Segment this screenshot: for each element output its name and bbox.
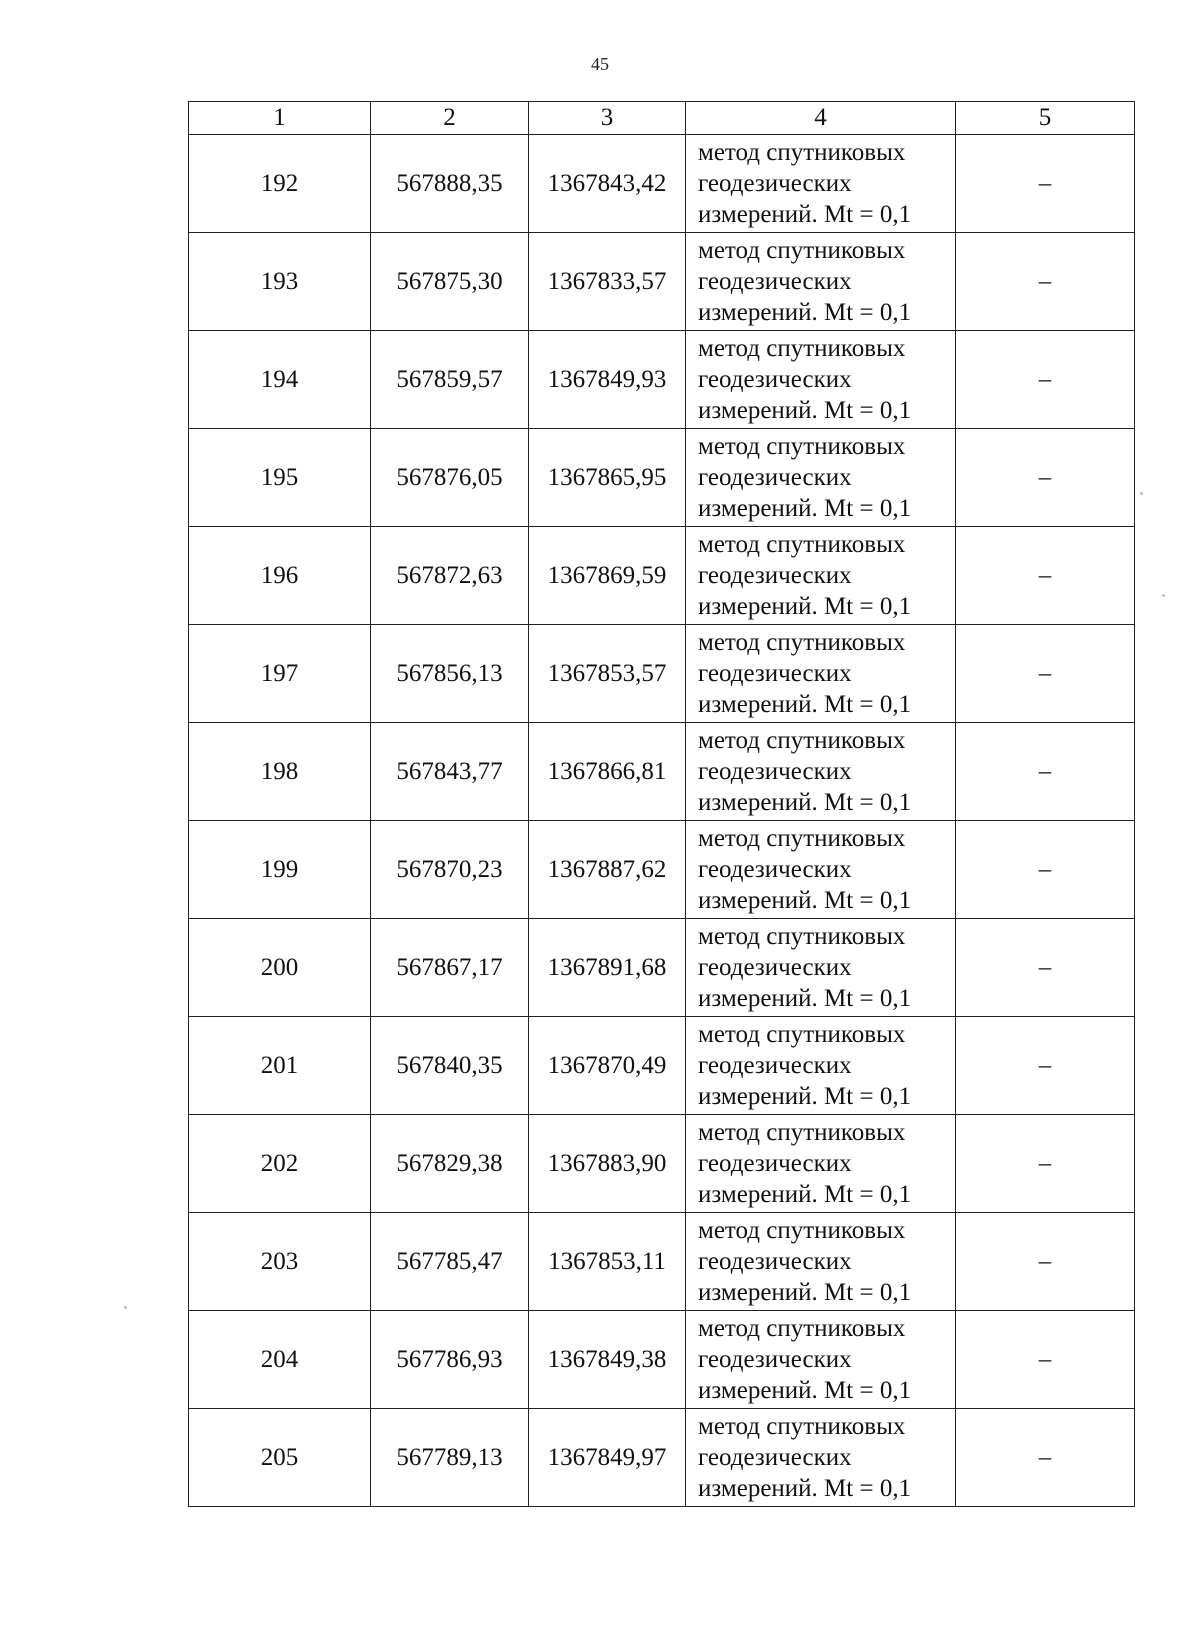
table-row [189, 625, 1135, 723]
description-cell: – [956, 429, 1135, 527]
description-cell: – [956, 135, 1135, 233]
description-cell: – [956, 919, 1135, 1017]
y-coordinate-cell: 1367853,11 [529, 1213, 686, 1311]
method-line-2: геодезических [698, 464, 852, 491]
description-cell: – [956, 1409, 1135, 1507]
method-cell [686, 821, 956, 919]
method-line-2: геодезических [698, 1052, 852, 1079]
table-row [189, 1409, 1135, 1507]
y-coordinate-cell: 1367853,57 [529, 625, 686, 723]
header-col-2: 2 [371, 102, 529, 135]
x-coordinate-cell: 567843,77 [371, 723, 529, 821]
method-line-2: геодезических [698, 268, 852, 295]
description-cell: – [956, 821, 1135, 919]
method-line-1: метод спутниковых [698, 531, 906, 558]
method-line-2: геодезических [698, 562, 852, 589]
point-number-cell: 200 [189, 919, 371, 1017]
method-line-1: метод спутниковых [698, 433, 906, 460]
table-row [189, 1213, 1135, 1311]
header-col-4: 4 [686, 102, 956, 135]
table-header-row [189, 102, 1135, 135]
method-line-3: измерений. Mt = 0,1 [698, 495, 912, 522]
method-cell [686, 1213, 956, 1311]
method-line-3: измерений. Mt = 0,1 [698, 1181, 912, 1208]
y-coordinate-cell: 1367849,97 [529, 1409, 686, 1507]
y-coordinate-cell: 1367843,42 [529, 135, 686, 233]
method-line-1: метод спутниковых [698, 335, 906, 362]
description-cell: – [956, 1311, 1135, 1409]
method-cell [686, 723, 956, 821]
method-line-3: измерений. Mt = 0,1 [698, 789, 912, 816]
method-line-1: метод спутниковых [698, 629, 906, 656]
method-line-3: измерений. Mt = 0,1 [698, 593, 912, 620]
method-line-3: измерений. Mt = 0,1 [698, 201, 912, 228]
table-row [189, 135, 1135, 233]
table-row [189, 723, 1135, 821]
x-coordinate-cell: 567785,47 [371, 1213, 529, 1311]
method-line-2: геодезических [698, 1150, 852, 1177]
method-line-1: метод спутниковых [698, 1315, 906, 1342]
point-number-cell: 194 [189, 331, 371, 429]
x-coordinate-cell: 567840,35 [371, 1017, 529, 1115]
table-row [189, 233, 1135, 331]
x-coordinate-cell: 567786,93 [371, 1311, 529, 1409]
point-number-cell: 204 [189, 1311, 371, 1409]
description-cell: – [956, 527, 1135, 625]
method-cell [686, 1115, 956, 1213]
point-number-cell: 202 [189, 1115, 371, 1213]
table-row [189, 1311, 1135, 1409]
method-line-3: измерений. Mt = 0,1 [698, 887, 912, 914]
table-row [189, 527, 1135, 625]
method-cell [686, 625, 956, 723]
method-cell [686, 1017, 956, 1115]
method-line-1: метод спутниковых [698, 825, 906, 852]
y-coordinate-cell: 1367849,38 [529, 1311, 686, 1409]
x-coordinate-cell: 567789,13 [371, 1409, 529, 1507]
method-line-1: метод спутниковых [698, 1119, 906, 1146]
x-coordinate-cell: 567888,35 [371, 135, 529, 233]
method-line-1: метод спутниковых [698, 237, 906, 264]
method-line-3: измерений. Mt = 0,1 [698, 1377, 912, 1404]
point-number-cell: 198 [189, 723, 371, 821]
description-cell: – [956, 1017, 1135, 1115]
table-row [189, 919, 1135, 1017]
page-number: 45 [591, 54, 609, 74]
method-line-3: измерений. Mt = 0,1 [698, 1083, 912, 1110]
method-line-2: геодезических [698, 170, 852, 197]
header-col-3: 3 [529, 102, 686, 135]
x-coordinate-cell: 567872,63 [371, 527, 529, 625]
method-line-1: метод спутниковых [698, 923, 906, 950]
y-coordinate-cell: 1367849,93 [529, 331, 686, 429]
point-number-cell: 196 [189, 527, 371, 625]
method-line-2: геодезических [698, 660, 852, 687]
method-line-1: метод спутниковых [698, 139, 906, 166]
method-line-1: метод спутниковых [698, 1413, 906, 1440]
table-row [189, 429, 1135, 527]
scan-speck [1140, 492, 1143, 495]
x-coordinate-cell: 567829,38 [371, 1115, 529, 1213]
y-coordinate-cell: 1367869,59 [529, 527, 686, 625]
y-coordinate-cell: 1367891,68 [529, 919, 686, 1017]
method-line-3: измерений. Mt = 0,1 [698, 299, 912, 326]
method-line-3: измерений. Mt = 0,1 [698, 985, 912, 1012]
method-line-2: геодезических [698, 1248, 852, 1275]
method-cell [686, 527, 956, 625]
description-cell: – [956, 331, 1135, 429]
x-coordinate-cell: 567867,17 [371, 919, 529, 1017]
method-line-3: измерений. Mt = 0,1 [698, 1475, 912, 1502]
method-line-3: измерений. Mt = 0,1 [698, 1279, 912, 1306]
description-cell: – [956, 723, 1135, 821]
point-number-cell: 203 [189, 1213, 371, 1311]
header-col-5: 5 [956, 102, 1135, 135]
table-row [189, 1017, 1135, 1115]
x-coordinate-cell: 567876,05 [371, 429, 529, 527]
y-coordinate-cell: 1367866,81 [529, 723, 686, 821]
method-cell [686, 1311, 956, 1409]
point-number-cell: 205 [189, 1409, 371, 1507]
point-number-cell: 199 [189, 821, 371, 919]
method-line-3: измерений. Mt = 0,1 [698, 397, 912, 424]
method-line-2: геодезических [698, 1346, 852, 1373]
point-number-cell: 201 [189, 1017, 371, 1115]
scan-speck [124, 1306, 127, 1309]
method-cell [686, 1409, 956, 1507]
method-line-2: геодезических [698, 856, 852, 883]
table-row [189, 821, 1135, 919]
table-row [189, 1115, 1135, 1213]
y-coordinate-cell: 1367870,49 [529, 1017, 686, 1115]
x-coordinate-cell: 567875,30 [371, 233, 529, 331]
method-cell [686, 331, 956, 429]
y-coordinate-cell: 1367887,62 [529, 821, 686, 919]
method-line-2: геодезических [698, 758, 852, 785]
method-cell [686, 919, 956, 1017]
method-line-2: геодезических [698, 1444, 852, 1471]
table-body [189, 135, 1135, 1507]
x-coordinate-cell: 567856,13 [371, 625, 529, 723]
header-col-1: 1 [189, 102, 371, 135]
x-coordinate-cell: 567859,57 [371, 331, 529, 429]
method-cell [686, 233, 956, 331]
x-coordinate-cell: 567870,23 [371, 821, 529, 919]
point-number-cell: 197 [189, 625, 371, 723]
y-coordinate-cell: 1367833,57 [529, 233, 686, 331]
method-line-2: геодезических [698, 366, 852, 393]
point-number-cell: 192 [189, 135, 371, 233]
method-line-2: геодезических [698, 954, 852, 981]
y-coordinate-cell: 1367865,95 [529, 429, 686, 527]
scan-speck [1162, 594, 1165, 597]
method-cell [686, 135, 956, 233]
method-cell [686, 429, 956, 527]
description-cell: – [956, 625, 1135, 723]
description-cell: – [956, 233, 1135, 331]
point-number-cell: 195 [189, 429, 371, 527]
method-line-1: метод спутниковых [698, 1217, 906, 1244]
description-cell: – [956, 1115, 1135, 1213]
point-number-cell: 193 [189, 233, 371, 331]
method-line-1: метод спутниковых [698, 727, 906, 754]
y-coordinate-cell: 1367883,90 [529, 1115, 686, 1213]
coordinates-table [188, 101, 1135, 1507]
description-cell: – [956, 1213, 1135, 1311]
method-line-3: измерений. Mt = 0,1 [698, 691, 912, 718]
method-line-1: метод спутниковых [698, 1021, 906, 1048]
table-row [189, 331, 1135, 429]
